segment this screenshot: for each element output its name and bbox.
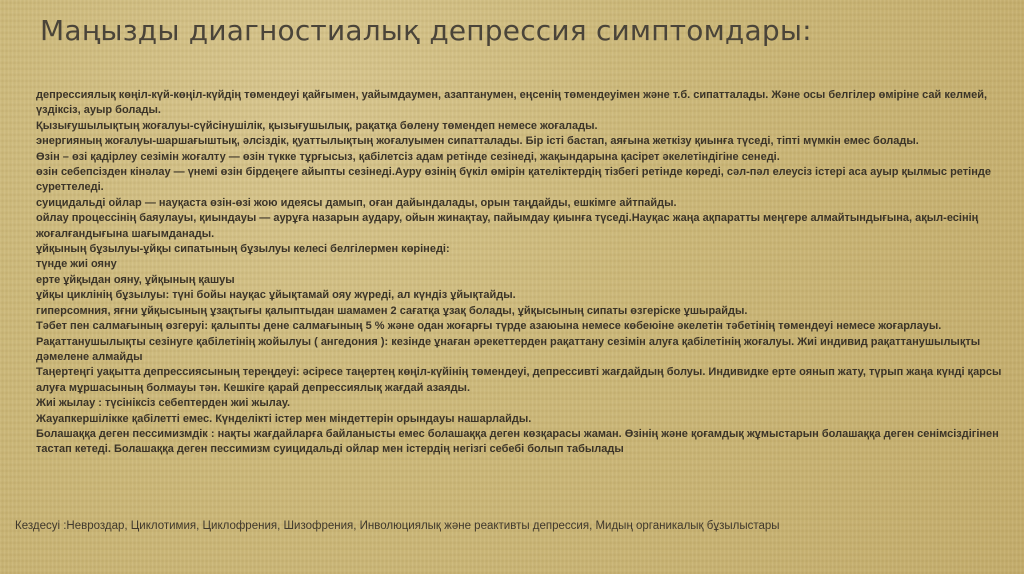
body-line: Рақаттанушылықты сезінуге қабілетінің жойылуы ( ангедония ): кезінде ұнаған әрекеттерден рақаттану сезімін алуға қабілетінің жоғалуы. Жиі индивид рақаттанушылықты дәмелене алмайды (36, 335, 981, 363)
body-line: Қызығушылықтың жоғалуы-сүйсінушілік, қызығушылық, рақатқа бөлену төмендеп немесе жоғалады. (36, 119, 598, 132)
body-line: энергияның жоғалуы-шаршағыштық, әлсіздік, қуаттылықтың жоғалуымен сипатталады. Бір істі бастап, аяғына жеткізу қиынға түседі, тіпті мүмкін емес болады. (36, 135, 919, 148)
body-line: Жиі жылау : түсініксіз себептерден жиі жылау. (36, 397, 291, 410)
body-line: Өзін – өзі қадірлеу сезімін жоғалту — өзін түкке тұрғысыз, қабілетсіз адам ретінде сезінеді, жақындарына қасірет әкелетіндігіне сенеді. (36, 150, 780, 163)
slide-body (36, 88, 1008, 458)
body-line: Таңертеңгі уақытта депрессиясының тереңдеуі: әсіресе таңертең көңіл-күйінің төмендеуі, депрессивті жағдайдың болуы. Индивидке ерте оянып жату, түрып жаңа күнді қарсы алуға мұршасының болмауы тән. Кешкіге қарай депрессиялық жағдай азаяды. (36, 366, 1002, 394)
slide-footer: Кездесуі :Невроздар, Циклотимия, Циклофрения, Шизофрения, Инволюциялық және реактивты депрессия, Мидың органикалық бұзылыстары (15, 520, 780, 532)
body-line: Тәбет пен салмағының өзгеруі: қалыпты дене салмағының 5 % және одан жоғарғы түрде азаюына немесе көбеюіне әкелетін тәбетінің төмендеуі немесе жоғарлауы. (36, 320, 942, 333)
body-line: ерте ұйқыдан ояну, ұйқының қашуы (36, 273, 235, 286)
slide-title: Маңызды диагностиалық депрессия симптомдары: (40, 14, 812, 47)
body-line: ойлау процессінің баяулауы, қиындауы — аурұға назарын аудару, ойын жинақтау, пайымдау қиынға түседі.Науқас жаңа ақпаратты меңгере алмайтындығына, ақыл-есінің жоғалғандығына шағымданады. (36, 212, 979, 240)
body-line: ұйқының бұзылуы-ұйқы сипатының бұзылуы келесі белгілермен көрінеді: (36, 243, 450, 256)
body-line: Болашаққа деген пессимизмдік : нақты жағдайларға байланысты емес болашаққа деген көзқарасы жаман. Өзінің және қоғамдық жұмыстарын болашаққа деген сенімсіздігінен тастап кетеді. Болашаққа деген пессимизм суицидальді ойлар мен істердің негізгі себебі болып табылады (36, 427, 999, 456)
body-line: гиперсомния, яғни ұйқысының ұзақтығы қалыптыдан шамамен 2 сағатқа ұзақ болады, ұйқысының сипаты өзгеріске ұшырайды. (36, 304, 748, 317)
body-line: ұйқы циклінің бұзылуы: түні бойы науқас ұйықтамай ояу жүреді, ал күндіз ұйықтайды. (36, 289, 516, 302)
body-line: өзін себепсізден кінәлау — үнемі өзін бірдеңеге айыпты сезінеді.Ауру өзінің бүкіл өмірін қателіктердің тізбегі ретінде көреді, сәл-пәл елеусіз істері аса ауыр қылмыс ретінде суреттеледі. (36, 166, 991, 194)
body-line: түнде жиі ояну (36, 258, 117, 271)
body-line: суицидальді ойлар — науқаста өзін-өзі жою идеясы дамып, оған дайындалады, орын таңдайды, ешкімге айтпайды. (36, 196, 677, 209)
body-line: депрессиялық көңіл-күй-көңіл-күйдің төмендеуі қайғымен, уайымдаумен, азаптанумен, еңсенің төмендеуімен және т.б. сипатталады. Және осы белгілер өміріне сай келмей, үздіксіз, ауыр болады. (36, 89, 988, 117)
body-line: Жауапкершілікке қабілетті емес. Күнделікті істер мен міндеттерін орындауы нашарлайды. (36, 412, 532, 425)
